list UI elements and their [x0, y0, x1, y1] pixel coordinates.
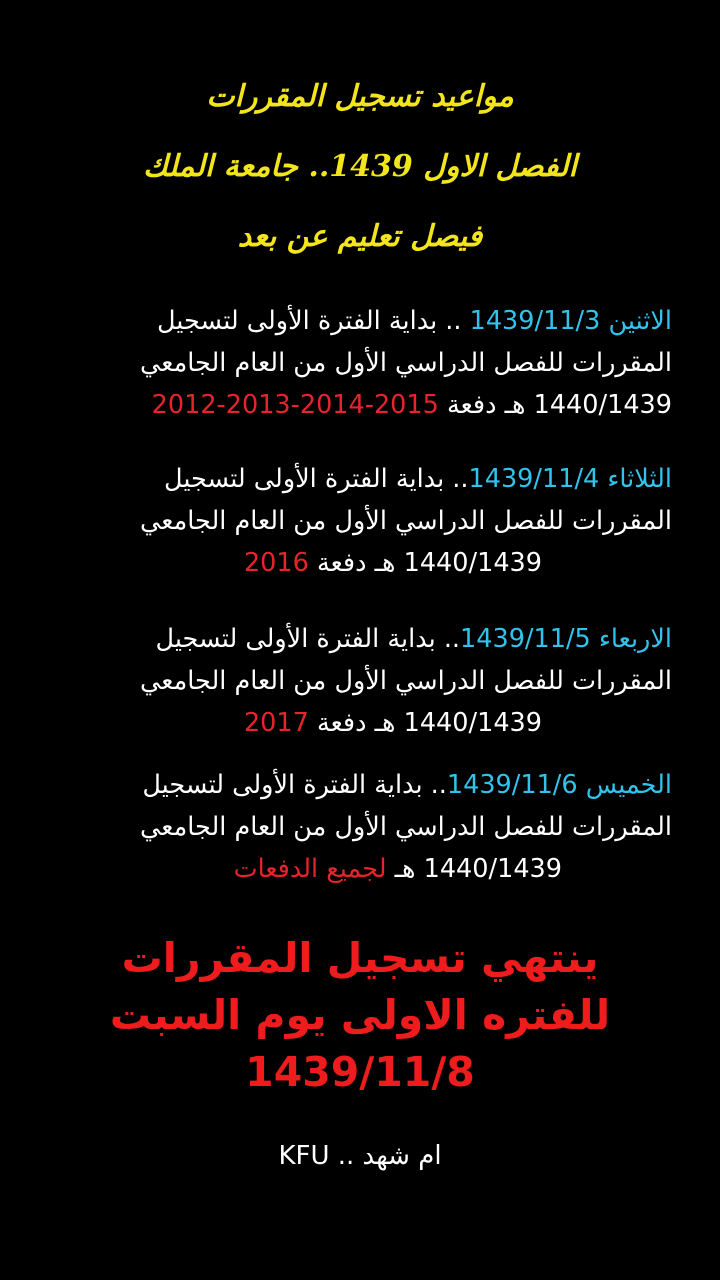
entry-suffix: هـ دفعة: [308, 708, 404, 738]
signature: ام شهد .. KFU: [278, 1141, 442, 1171]
closing-line-2: للفتره الاولى يوم السبت: [109, 991, 611, 1039]
entry-line-1: [40, 618, 672, 660]
title-line-1: مواعيد تسجيل المقررات: [206, 79, 514, 114]
title-block: [0, 62, 720, 272]
entry-date: 1439/11/3: [469, 306, 601, 336]
entry-suffix: هـ دفعة: [438, 390, 534, 420]
entry-year: 1440/1439: [403, 708, 542, 738]
entry-line-3: [40, 702, 672, 744]
entry-batch: 2016: [243, 548, 309, 578]
entry-text: .. بداية الفترة الأولى لتسجيل: [157, 306, 470, 336]
entry-line-2: المقررات للفصل الدراسي الأول من العام الجامعي: [140, 812, 672, 842]
entry-batch: لجميع الدفعات: [233, 854, 387, 884]
entry-line-3: [40, 848, 672, 890]
entry-day: الاربعاء: [598, 624, 672, 654]
entry-line-2: المقررات للفصل الدراسي الأول من العام الجامعي: [140, 506, 672, 536]
entry-date: 1439/11/6: [446, 770, 578, 800]
entry-line-3: [40, 542, 672, 584]
entry-date: 1439/11/4: [468, 464, 600, 494]
title-line-3: فيصل تعليم عن بعد: [237, 219, 483, 254]
entry-suffix: هـ: [386, 854, 424, 884]
schedule-entry-tuesday: [40, 458, 672, 584]
entry-batch: 2012-2013-2014-2015: [151, 390, 439, 420]
entry-line-3: [40, 384, 672, 426]
schedule-entry-thursday: [40, 764, 672, 890]
entry-text: .. بداية الفترة الأولى لتسجيل: [155, 624, 461, 654]
entry-year: 1440/1439: [403, 548, 542, 578]
closing-date: 1439/11/8: [245, 1048, 475, 1096]
title-line-2: الفصل الاول 1439.. جامعة الملك: [143, 149, 577, 184]
entry-date: 1439/11/5: [460, 624, 591, 654]
entry-line-1: [40, 764, 672, 806]
entry-line-2: المقررات للفصل الدراسي الأول من العام الجامعي: [140, 666, 672, 696]
entry-line-2: المقررات للفصل الدراسي الأول من العام الجامعي: [140, 348, 672, 378]
entry-year: 1440/1439: [423, 854, 562, 884]
closing-line-1: ينتهي تسجيل المقررات: [121, 934, 599, 982]
schedule-entry-wednesday: [40, 618, 672, 744]
entry-line-1: [40, 458, 672, 500]
closing-notice: [0, 930, 720, 1101]
entry-year: 1440/1439: [533, 390, 672, 420]
entry-day: الخميس: [585, 770, 672, 800]
schedule-entry-monday: [40, 300, 672, 426]
entry-suffix: هـ دفعة: [308, 548, 404, 578]
entry-text: .. بداية الفترة الأولى لتسجيل: [142, 770, 447, 800]
entry-day: الثلاثاء: [607, 464, 672, 494]
entry-line-1: [40, 300, 672, 342]
entry-day: الاثنين: [608, 306, 672, 336]
entry-text: .. بداية الفترة الأولى لتسجيل: [164, 464, 469, 494]
entry-batch: 2017: [243, 708, 309, 738]
